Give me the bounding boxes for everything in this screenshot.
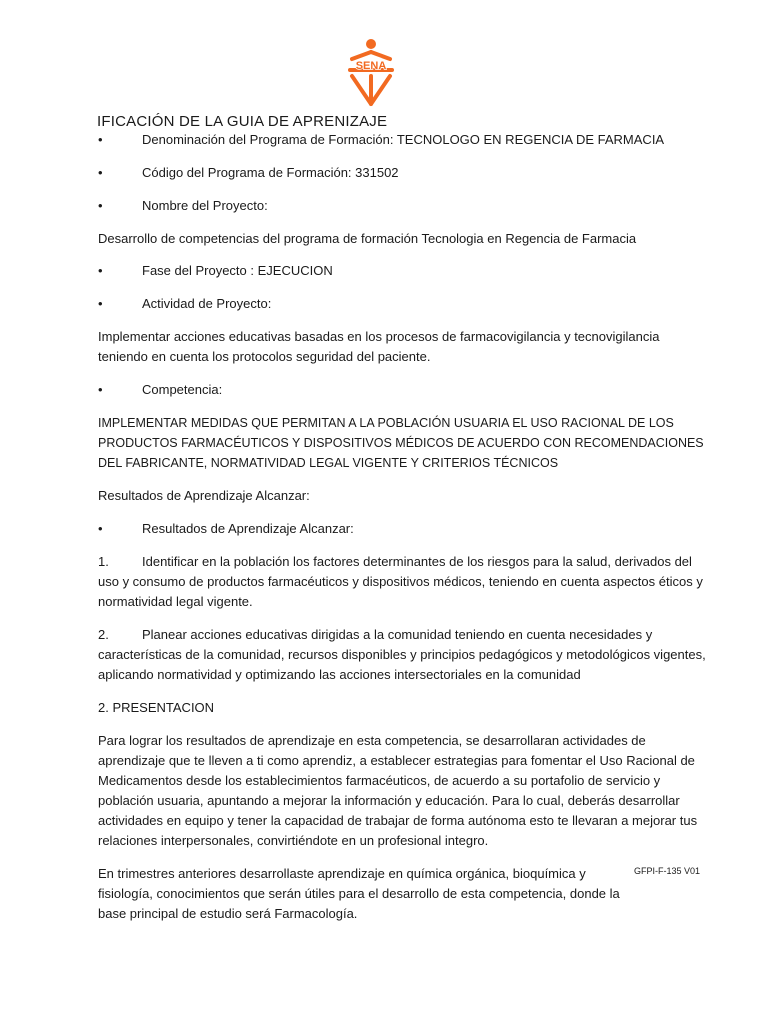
form-code: GFPI-F-135 V01 — [634, 866, 701, 876]
section-title-presentacion: 2. PRESENTACION — [98, 700, 215, 715]
actividad-description: Implementar acciones educativas basadas en los procesos de farmacovigilancia y tecnovigilancia teniendo en cuenta los protocolos seguridad del paciente. — [98, 329, 660, 364]
proyecto-description: Desarrollo de competencias del programa de formación Tecnologia en Regencia de Farmacia — [98, 231, 637, 246]
competencia-description: IMPLEMENTAR MEDIDAS QUE PERMITAN A LA POBLACIÓN USUARIA EL USO RACIONAL DE LOS PRODUCTOS FARMACÉUTICOS Y DISPOSITIVOS MÉDICOS DE ACUERDO CON RECOMENDACIONES DEL FABRICANTE, NORMATIVIDAD LEGAL VIGENTE Y CRITERIOS TÉCNICOS — [98, 416, 704, 470]
logo-text: SENA — [355, 60, 387, 72]
numbered-item-1: 1. Identificar en la población los factores determinantes de los riesgos para la salud, derivados del uso y consumo de productos farmacéuticos y dispositivos médicos, teniendo en cuenta aspectos éticos y normatividad legal vigente. — [98, 554, 703, 609]
bullet-icon: • — [98, 263, 103, 278]
bullet-icon: • — [98, 165, 103, 180]
bullet-icon: • — [98, 198, 103, 213]
presentacion-paragraph-1: Para lograr los resultados de aprendizaje en esta competencia, se desarrollaran actividades de aprendizaje que te lleven a ti como aprendiz, a establecer estrategias para fomentar el Uso Racional de Medicamentos desde los establecimientos farmacéuticos, de acuerdo a su portafolio de servicio y población usuaria, apuntando a mejorar la información y educación. Para lo cual, deberás desarrollar actividades en equipo y tener la capacidad de trabajar de forma autónoma esto te llevaran a mejorar tus relaciones interpersonales, convirtiéndote en un profesional integro. — [98, 733, 698, 848]
document-heading: IFICACIÓN DE LA GUIA DE APRENIZAJE — [97, 113, 388, 130]
sena-logo — [340, 38, 402, 110]
presentacion-paragraph-2: En trimestres anteriores desarrollaste aprendizaje en química orgánica, bioquímica y fisiología, conocimientos que serán útiles para el desarrollo de esta competencia, donde la base principal de estudio será Farmacología. — [98, 866, 620, 921]
resultados-heading: Resultados de Aprendizaje Alcanzar: — [98, 488, 310, 503]
bullet-icon: • — [98, 382, 103, 397]
bullet-icon: • — [98, 132, 103, 147]
numbered-item-2: 2. Planear acciones educativas dirigidas a la comunidad teniendo en cuenta necesidades y características de la comunidad, recursos disponibles y principios pedagógicos y metodológicos vigentes, aplicando normatividad y optimizando las acciones intersectoriales en la comunidad — [98, 627, 706, 682]
bullet-icon: • — [98, 521, 103, 536]
bullet-icon: • — [98, 296, 103, 311]
